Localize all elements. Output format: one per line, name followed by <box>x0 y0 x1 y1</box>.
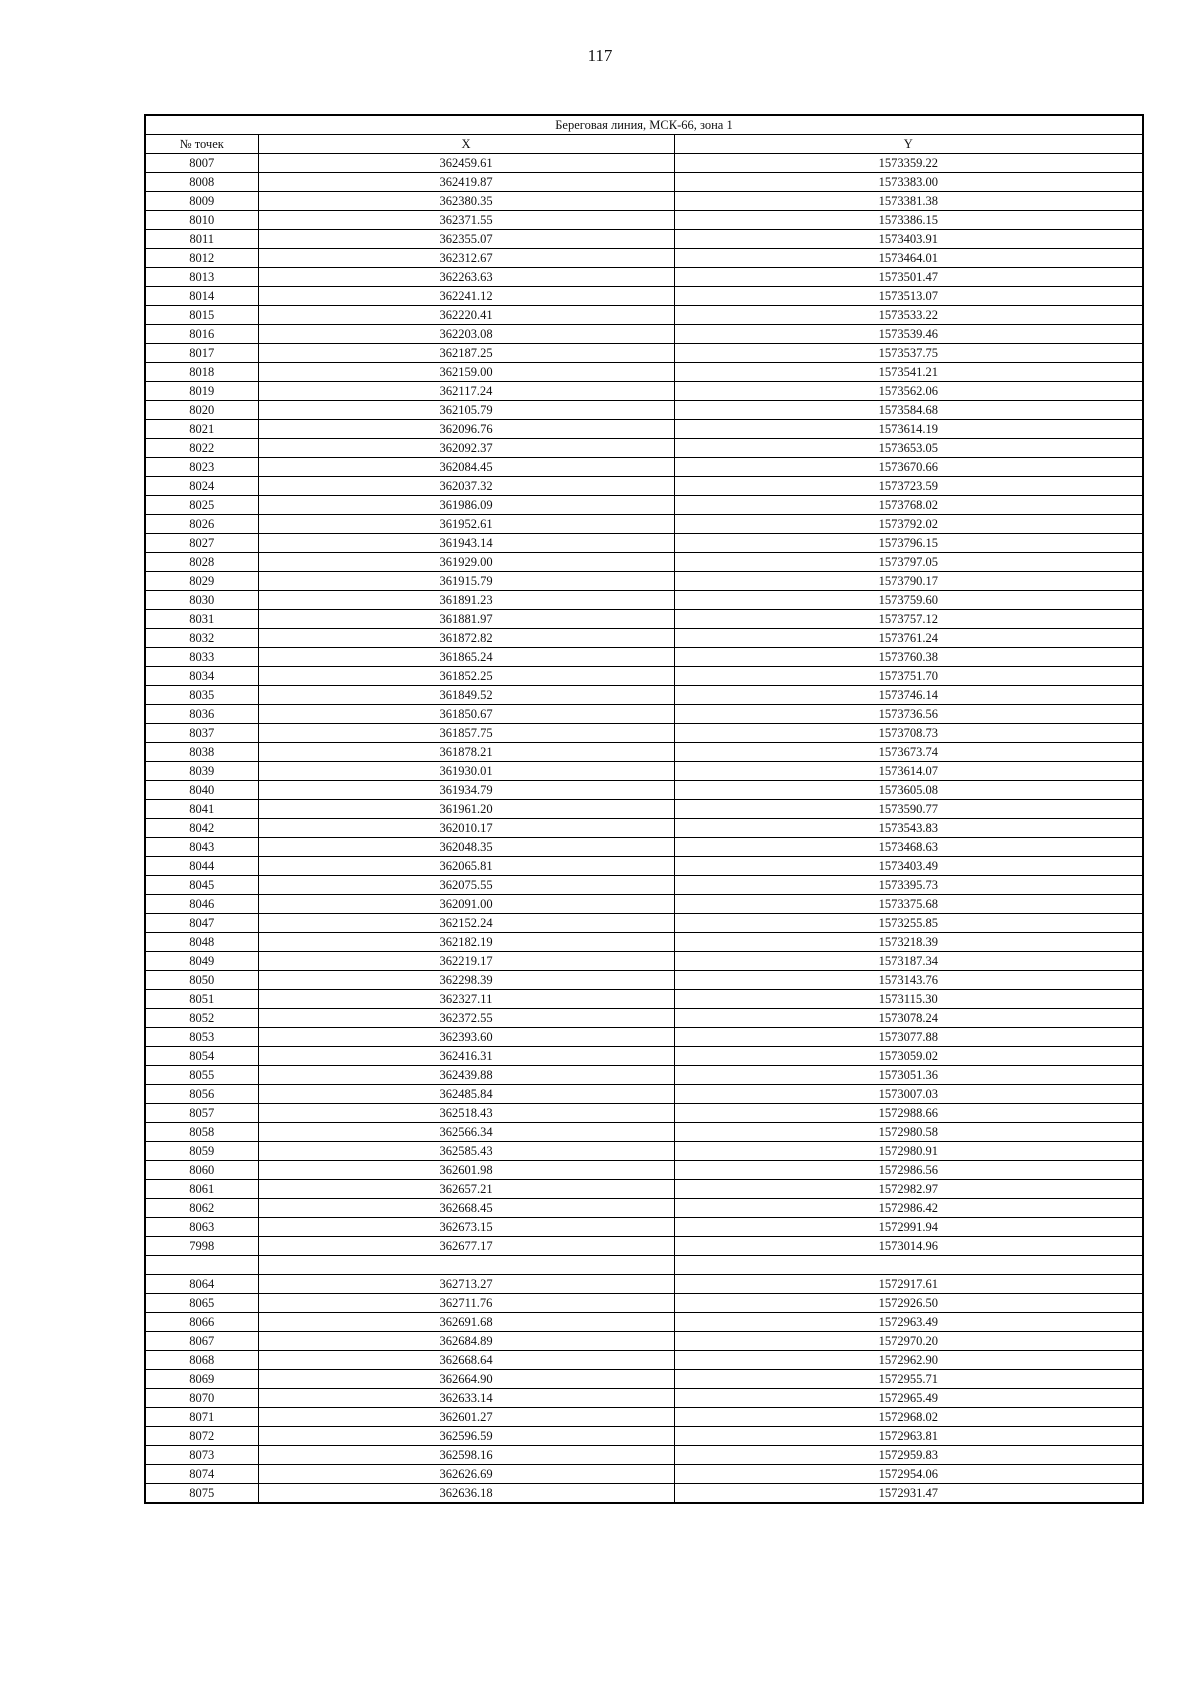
cell-point-number <box>145 1256 258 1275</box>
cell-x: 361850.67 <box>258 705 674 724</box>
table-row <box>145 515 1143 534</box>
table-row <box>145 268 1143 287</box>
cell-y: 1572980.58 <box>674 1123 1143 1142</box>
table-row <box>145 192 1143 211</box>
table-row <box>145 173 1143 192</box>
cell-y: 1573751.70 <box>674 667 1143 686</box>
cell-x: 361952.61 <box>258 515 674 534</box>
cell-point-number: 8068 <box>145 1351 258 1370</box>
cell-y: 1572986.42 <box>674 1199 1143 1218</box>
cell-point-number: 8051 <box>145 990 258 1009</box>
cell-x: 362084.45 <box>258 458 674 477</box>
cell-point-number: 8014 <box>145 287 258 306</box>
table-row <box>145 1085 1143 1104</box>
cell-point-number: 8034 <box>145 667 258 686</box>
cell-y: 1572931.47 <box>674 1484 1143 1504</box>
table-row <box>145 990 1143 1009</box>
table-row <box>145 895 1143 914</box>
cell-y: 1573386.15 <box>674 211 1143 230</box>
cell-y: 1572954.06 <box>674 1465 1143 1484</box>
cell-x: 362372.55 <box>258 1009 674 1028</box>
table-row <box>145 572 1143 591</box>
table-row <box>145 344 1143 363</box>
cell-y: 1573059.02 <box>674 1047 1143 1066</box>
cell-point-number: 8071 <box>145 1408 258 1427</box>
cell-y: 1572962.90 <box>674 1351 1143 1370</box>
cell-y: 1572926.50 <box>674 1294 1143 1313</box>
cell-x: 362601.98 <box>258 1161 674 1180</box>
cell-x: 362439.88 <box>258 1066 674 1085</box>
cell-y: 1573078.24 <box>674 1009 1143 1028</box>
table-row <box>145 914 1143 933</box>
table-row <box>145 952 1143 971</box>
cell-point-number: 8024 <box>145 477 258 496</box>
cell-point-number: 8030 <box>145 591 258 610</box>
cell-x: 362327.11 <box>258 990 674 1009</box>
table-row <box>145 401 1143 420</box>
cell-y: 1573375.68 <box>674 895 1143 914</box>
cell-x: 362219.17 <box>258 952 674 971</box>
cell-x: 362419.87 <box>258 173 674 192</box>
cell-x: 362416.31 <box>258 1047 674 1066</box>
cell-x: 361865.24 <box>258 648 674 667</box>
cell-point-number: 8067 <box>145 1332 258 1351</box>
table-row <box>145 686 1143 705</box>
cell-point-number: 8027 <box>145 534 258 553</box>
cell-point-number: 8073 <box>145 1446 258 1465</box>
table-row <box>145 1180 1143 1199</box>
cell-x: 362633.14 <box>258 1389 674 1408</box>
cell-y: 1573255.85 <box>674 914 1143 933</box>
table-row <box>145 249 1143 268</box>
cell-x: 361857.75 <box>258 724 674 743</box>
cell-point-number: 8019 <box>145 382 258 401</box>
table-row <box>145 667 1143 686</box>
cell-y: 1573797.05 <box>674 553 1143 572</box>
table-row <box>145 762 1143 781</box>
table-row <box>145 1028 1143 1047</box>
table-row <box>145 1351 1143 1370</box>
cell-x: 361930.01 <box>258 762 674 781</box>
cell-x: 362187.25 <box>258 344 674 363</box>
cell-x: 362598.16 <box>258 1446 674 1465</box>
cell-x: 361891.23 <box>258 591 674 610</box>
table-row <box>145 1427 1143 1446</box>
cell-y: 1573605.08 <box>674 781 1143 800</box>
cell-x: 362668.64 <box>258 1351 674 1370</box>
table-row <box>145 325 1143 344</box>
cell-point-number: 8044 <box>145 857 258 876</box>
cell-point-number: 7998 <box>145 1237 258 1256</box>
cell-point-number: 8038 <box>145 743 258 762</box>
cell-x: 361852.25 <box>258 667 674 686</box>
cell-x: 362393.60 <box>258 1028 674 1047</box>
cell-point-number: 8061 <box>145 1180 258 1199</box>
cell-point-number: 8043 <box>145 838 258 857</box>
column-header-x: X <box>258 135 674 154</box>
table-row <box>145 1408 1143 1427</box>
cell-y: 1573051.36 <box>674 1066 1143 1085</box>
cell-x: 362065.81 <box>258 857 674 876</box>
table-row <box>145 553 1143 572</box>
cell-y: 1573590.77 <box>674 800 1143 819</box>
cell-y: 1572917.61 <box>674 1275 1143 1294</box>
cell-x: 361881.97 <box>258 610 674 629</box>
cell-point-number: 8049 <box>145 952 258 971</box>
cell-y: 1573533.22 <box>674 306 1143 325</box>
table-row <box>145 382 1143 401</box>
table-row <box>145 1009 1143 1028</box>
table-row <box>145 1370 1143 1389</box>
cell-point-number: 8039 <box>145 762 258 781</box>
cell-point-number: 8037 <box>145 724 258 743</box>
cell-y: 1573218.39 <box>674 933 1143 952</box>
cell-x: 362691.68 <box>258 1313 674 1332</box>
cell-x: 362075.55 <box>258 876 674 895</box>
cell-y: 1573464.01 <box>674 249 1143 268</box>
cell-y: 1573381.38 <box>674 192 1143 211</box>
table-row <box>145 420 1143 439</box>
cell-point-number: 8042 <box>145 819 258 838</box>
table-row <box>145 591 1143 610</box>
cell-point-number: 8062 <box>145 1199 258 1218</box>
cell-y: 1573014.96 <box>674 1237 1143 1256</box>
table-row <box>145 781 1143 800</box>
table-row <box>145 743 1143 762</box>
cell-y: 1573562.06 <box>674 382 1143 401</box>
table-row <box>145 819 1143 838</box>
cell-y: 1573759.60 <box>674 591 1143 610</box>
cell-y: 1573708.73 <box>674 724 1143 743</box>
cell-point-number: 8072 <box>145 1427 258 1446</box>
column-header-y: Y <box>674 135 1143 154</box>
cell-y: 1573501.47 <box>674 268 1143 287</box>
cell-y: 1573543.83 <box>674 819 1143 838</box>
cell-x: 362298.39 <box>258 971 674 990</box>
cell-point-number: 8012 <box>145 249 258 268</box>
cell-y: 1573761.24 <box>674 629 1143 648</box>
cell-y: 1572991.94 <box>674 1218 1143 1237</box>
cell-point-number: 8020 <box>145 401 258 420</box>
cell-point-number: 8050 <box>145 971 258 990</box>
cell-y: 1573187.34 <box>674 952 1143 971</box>
table-row <box>145 1446 1143 1465</box>
cell-point-number: 8058 <box>145 1123 258 1142</box>
cell-x: 362091.00 <box>258 895 674 914</box>
cell-x: 361929.00 <box>258 553 674 572</box>
cell-point-number: 8028 <box>145 553 258 572</box>
cell-x: 362459.61 <box>258 154 674 173</box>
cell-x: 362673.15 <box>258 1218 674 1237</box>
table-row <box>145 1275 1143 1294</box>
cell-point-number: 8053 <box>145 1028 258 1047</box>
cell-y: 1573584.68 <box>674 401 1143 420</box>
cell-y <box>674 1256 1143 1275</box>
cell-x: 362626.69 <box>258 1465 674 1484</box>
table-body <box>145 154 1143 1504</box>
cell-y: 1572968.02 <box>674 1408 1143 1427</box>
cell-x: 362677.17 <box>258 1237 674 1256</box>
cell-point-number: 8022 <box>145 439 258 458</box>
table-row <box>145 705 1143 724</box>
cell-point-number: 8074 <box>145 1465 258 1484</box>
cell-x: 361961.20 <box>258 800 674 819</box>
cell-point-number: 8035 <box>145 686 258 705</box>
table-row <box>145 1218 1143 1237</box>
cell-x: 361872.82 <box>258 629 674 648</box>
cell-y: 1573760.38 <box>674 648 1143 667</box>
cell-point-number: 8016 <box>145 325 258 344</box>
table-row <box>145 648 1143 667</box>
cell-x: 362096.76 <box>258 420 674 439</box>
cell-y: 1573746.14 <box>674 686 1143 705</box>
cell-x: 362010.17 <box>258 819 674 838</box>
table-row <box>145 230 1143 249</box>
cell-point-number: 8009 <box>145 192 258 211</box>
cell-x: 362657.21 <box>258 1180 674 1199</box>
cell-y: 1572986.56 <box>674 1161 1143 1180</box>
cell-x: 362092.37 <box>258 439 674 458</box>
cell-x: 362380.35 <box>258 192 674 211</box>
table-row <box>145 629 1143 648</box>
cell-point-number: 8065 <box>145 1294 258 1313</box>
cell-x: 361915.79 <box>258 572 674 591</box>
cell-point-number: 8007 <box>145 154 258 173</box>
table-row <box>145 1237 1143 1256</box>
cell-y: 1573539.46 <box>674 325 1143 344</box>
page-number: 117 <box>587 46 613 65</box>
cell-point-number: 8031 <box>145 610 258 629</box>
cell-y: 1573723.59 <box>674 477 1143 496</box>
cell-x: 362152.24 <box>258 914 674 933</box>
table-row <box>145 971 1143 990</box>
cell-y: 1573614.07 <box>674 762 1143 781</box>
table-row <box>145 724 1143 743</box>
cell-point-number: 8011 <box>145 230 258 249</box>
cell-point-number: 8075 <box>145 1484 258 1504</box>
cell-y: 1573614.19 <box>674 420 1143 439</box>
table-row <box>145 1104 1143 1123</box>
cell-y: 1572963.49 <box>674 1313 1143 1332</box>
cell-x: 362182.19 <box>258 933 674 952</box>
cell-y: 1573143.76 <box>674 971 1143 990</box>
cell-x: 362711.76 <box>258 1294 674 1313</box>
cell-y: 1572980.91 <box>674 1142 1143 1161</box>
cell-y: 1573757.12 <box>674 610 1143 629</box>
table-row <box>145 933 1143 952</box>
cell-point-number: 8057 <box>145 1104 258 1123</box>
cell-x: 362048.35 <box>258 838 674 857</box>
table-row <box>145 306 1143 325</box>
cell-point-number: 8066 <box>145 1313 258 1332</box>
cell-point-number: 8052 <box>145 1009 258 1028</box>
cell-y: 1572965.49 <box>674 1389 1143 1408</box>
cell-x: 361849.52 <box>258 686 674 705</box>
cell-y: 1573796.15 <box>674 534 1143 553</box>
cell-x: 362636.18 <box>258 1484 674 1504</box>
table-row <box>145 1047 1143 1066</box>
table-row <box>145 439 1143 458</box>
cell-point-number: 8026 <box>145 515 258 534</box>
cell-y: 1572955.71 <box>674 1370 1143 1389</box>
table-header-row <box>145 135 1143 154</box>
cell-y: 1573673.74 <box>674 743 1143 762</box>
cell-y: 1572970.20 <box>674 1332 1143 1351</box>
cell-x: 361934.79 <box>258 781 674 800</box>
cell-point-number: 8036 <box>145 705 258 724</box>
cell-y: 1573403.91 <box>674 230 1143 249</box>
table-row <box>145 1199 1143 1218</box>
table-row <box>145 1294 1143 1313</box>
table-row <box>145 211 1143 230</box>
cell-x: 362037.32 <box>258 477 674 496</box>
cell-point-number: 8032 <box>145 629 258 648</box>
table-row <box>145 838 1143 857</box>
table-row <box>145 800 1143 819</box>
table-row <box>145 610 1143 629</box>
cell-x: 361986.09 <box>258 496 674 515</box>
table-row <box>145 287 1143 306</box>
table-row <box>145 1389 1143 1408</box>
table-title: Береговая линия, МСК-66, зона 1 <box>145 115 1143 135</box>
cell-x: 362105.79 <box>258 401 674 420</box>
cell-y: 1573537.75 <box>674 344 1143 363</box>
cell-point-number: 8069 <box>145 1370 258 1389</box>
cell-point-number: 8029 <box>145 572 258 591</box>
cell-point-number: 8017 <box>145 344 258 363</box>
table-title-row <box>145 115 1143 135</box>
table-row <box>145 1313 1143 1332</box>
cell-point-number: 8063 <box>145 1218 258 1237</box>
cell-x: 361943.14 <box>258 534 674 553</box>
table-row <box>145 1142 1143 1161</box>
cell-y: 1572963.81 <box>674 1427 1143 1446</box>
column-header-point: № точек <box>145 135 258 154</box>
cell-point-number: 8055 <box>145 1066 258 1085</box>
table-row <box>145 496 1143 515</box>
cell-x: 362668.45 <box>258 1199 674 1218</box>
cell-y: 1573653.05 <box>674 439 1143 458</box>
table-row <box>145 1066 1143 1085</box>
cell-point-number: 8010 <box>145 211 258 230</box>
cell-point-number: 8015 <box>145 306 258 325</box>
coordinates-table <box>144 114 1144 1504</box>
cell-y: 1573359.22 <box>674 154 1143 173</box>
cell-x: 362355.07 <box>258 230 674 249</box>
cell-point-number: 8040 <box>145 781 258 800</box>
cell-y: 1573768.02 <box>674 496 1143 515</box>
table-row <box>145 1123 1143 1142</box>
cell-point-number: 8056 <box>145 1085 258 1104</box>
cell-y: 1573403.49 <box>674 857 1143 876</box>
cell-x: 362263.63 <box>258 268 674 287</box>
cell-x: 362585.43 <box>258 1142 674 1161</box>
cell-y: 1573115.30 <box>674 990 1143 1009</box>
cell-y: 1573736.56 <box>674 705 1143 724</box>
cell-x: 362485.84 <box>258 1085 674 1104</box>
cell-x: 362684.89 <box>258 1332 674 1351</box>
cell-point-number: 8045 <box>145 876 258 895</box>
cell-x: 362596.59 <box>258 1427 674 1446</box>
table-row <box>145 1256 1143 1275</box>
cell-x: 362312.67 <box>258 249 674 268</box>
table-row <box>145 1332 1143 1351</box>
cell-x: 362159.00 <box>258 363 674 382</box>
table-row <box>145 154 1143 173</box>
cell-x: 362601.27 <box>258 1408 674 1427</box>
table-row <box>145 857 1143 876</box>
cell-point-number: 8008 <box>145 173 258 192</box>
cell-y: 1572959.83 <box>674 1446 1143 1465</box>
cell-y: 1573395.73 <box>674 876 1143 895</box>
cell-point-number: 8041 <box>145 800 258 819</box>
table-row <box>145 876 1143 895</box>
cell-y: 1573670.66 <box>674 458 1143 477</box>
cell-y: 1573383.00 <box>674 173 1143 192</box>
cell-x <box>258 1256 674 1275</box>
cell-point-number: 8025 <box>145 496 258 515</box>
cell-point-number: 8047 <box>145 914 258 933</box>
cell-x: 362518.43 <box>258 1104 674 1123</box>
cell-x: 362220.41 <box>258 306 674 325</box>
cell-point-number: 8048 <box>145 933 258 952</box>
cell-y: 1573077.88 <box>674 1028 1143 1047</box>
cell-point-number: 8054 <box>145 1047 258 1066</box>
cell-point-number: 8060 <box>145 1161 258 1180</box>
cell-point-number: 8064 <box>145 1275 258 1294</box>
cell-x: 362203.08 <box>258 325 674 344</box>
cell-point-number: 8046 <box>145 895 258 914</box>
cell-y: 1572988.66 <box>674 1104 1143 1123</box>
cell-y: 1573541.21 <box>674 363 1143 382</box>
cell-point-number: 8021 <box>145 420 258 439</box>
cell-y: 1573792.02 <box>674 515 1143 534</box>
cell-point-number: 8070 <box>145 1389 258 1408</box>
table-row <box>145 1161 1143 1180</box>
table-row <box>145 1465 1143 1484</box>
cell-y: 1573790.17 <box>674 572 1143 591</box>
cell-point-number: 8033 <box>145 648 258 667</box>
cell-point-number: 8018 <box>145 363 258 382</box>
cell-x: 362371.55 <box>258 211 674 230</box>
table-row <box>145 458 1143 477</box>
cell-x: 362117.24 <box>258 382 674 401</box>
cell-x: 362566.34 <box>258 1123 674 1142</box>
cell-y: 1573513.07 <box>674 287 1143 306</box>
cell-x: 362713.27 <box>258 1275 674 1294</box>
cell-x: 361878.21 <box>258 743 674 762</box>
cell-x: 362241.12 <box>258 287 674 306</box>
table-row <box>145 477 1143 496</box>
cell-point-number: 8023 <box>145 458 258 477</box>
cell-y: 1572982.97 <box>674 1180 1143 1199</box>
cell-point-number: 8059 <box>145 1142 258 1161</box>
table-row <box>145 1484 1143 1504</box>
table-row <box>145 363 1143 382</box>
table-row <box>145 534 1143 553</box>
cell-y: 1573007.03 <box>674 1085 1143 1104</box>
cell-point-number: 8013 <box>145 268 258 287</box>
cell-y: 1573468.63 <box>674 838 1143 857</box>
cell-x: 362664.90 <box>258 1370 674 1389</box>
